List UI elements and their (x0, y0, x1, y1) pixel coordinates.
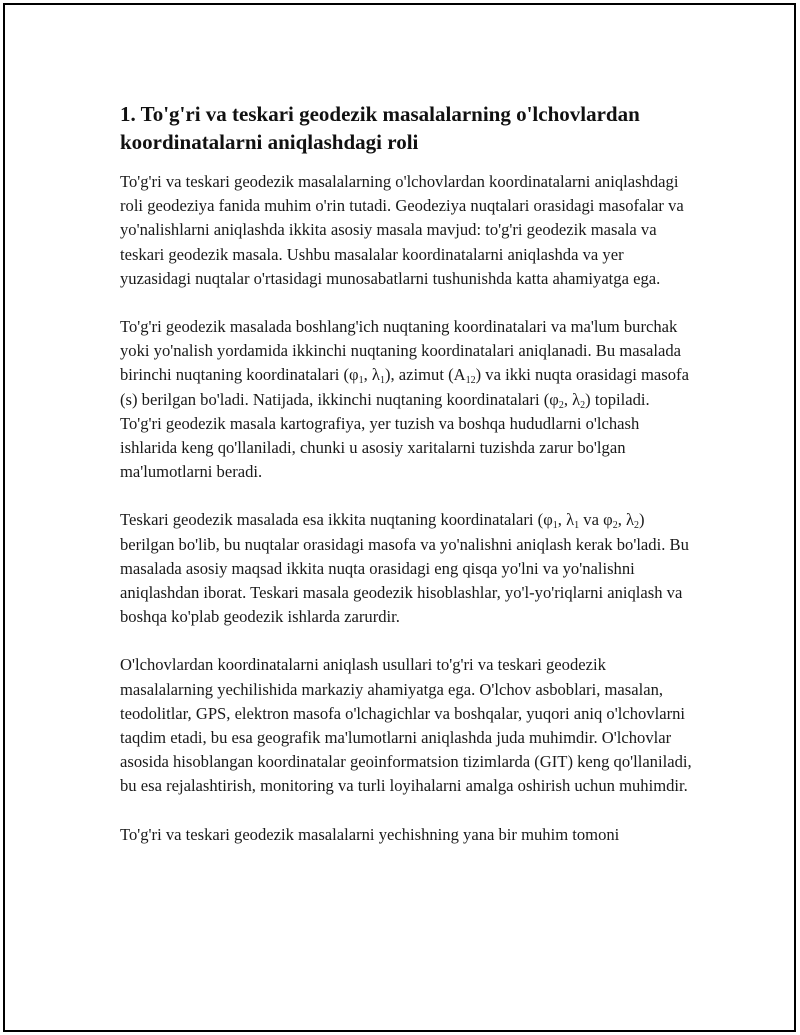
separator: , (563, 389, 573, 409)
paragraph-2-text-d: ) topiladi. To'g'ri geodezik masala kartografiya, yer tuzish va boshqa hududlarni o'lchash ishlarida keng qo'llaniladi, chunki u asosiy xaritalarni tuzishda zarur bo'lgan ma'lumotlarni beradi. (120, 389, 650, 482)
paragraph-3 (120, 508, 695, 629)
phi-symbol: φ (603, 510, 613, 530)
subscript-1: 1 (574, 520, 580, 532)
lambda-symbol: λ (371, 365, 380, 385)
paragraph-1: To'g'ri va teskari geodezik masalalarning o'lchovlardan koordinatalarni aniqlashdagi roli geodeziya fanida muhim o'rin tutadi. Geodeziya nuqtalari orasidagi masofalar va yo'nalishlarni aniqlashda ikkita asosiy masala mavjud: to'g'ri geodezik masala va teskari geodezik masala. Ushbu masalalar koordinatalarni aniqlashda va yer yuzasidagi nuqtalar o'rtasidagi munosabatlarni tushunishda katta ahamiyatga ega. (120, 172, 684, 288)
paragraph-2-text-c: ) va ikki nuqta orasidagi masofa (s) berilgan bo'ladi. Natijada, ikkinchi nuqtaning koordinatalari ( (120, 365, 689, 409)
paragraph-2-text-b: ), azimut ( (384, 365, 454, 385)
phi-symbol: φ (549, 389, 559, 409)
phi-symbol: φ (543, 510, 553, 530)
separator: , (617, 510, 626, 530)
paragraph-5: To'g'ri va teskari geodezik masalalarni yechishning yana bir muhim tomoni (120, 824, 620, 844)
paragraph-2 (120, 315, 695, 484)
subscript-2: 2 (612, 520, 618, 532)
section-heading: 1. To'g'ri va teskari geodezik masalalarning o'lchovlardan koordinatalarni aniqlashdagi roli (120, 102, 640, 154)
separator: , (363, 365, 372, 385)
paragraph-4: O'lchovlardan koordinatalarni aniqlash usullari to'g'ri va teskari geodezik masalalarning yechilishida markaziy ahamiyatga ega. O'lchov asboblari, masalan, teodolitlar, GPS, elektron masofa o'lchagichlar va boshqalar, yuqori aniq o'lchovlarni taqdim etadi, bu esa geografik ma'lumotlarni aniqlashda juda muhimdir. O'lchovlar asosida hisoblangan koordinatalar geoinformatsion tizimlarda (GIT) keng qo'llaniladi, bu esa rejalashtirish, monitoring va turli loyihalarni amalga oshirish uchun muhimdir. (120, 655, 692, 796)
subscript-1: 1 (379, 375, 385, 387)
subscript-1: 1 (552, 520, 558, 532)
subscript-12: 12 (465, 375, 476, 387)
conjunction: va (579, 510, 604, 530)
phi-symbol: φ (349, 365, 359, 385)
subscript-2: 2 (558, 399, 564, 411)
paragraph-2-text-a: To'g'ri geodezik masalada boshlang'ich nuqtaning koordinatalari va ma'lum burchak yoki yo'nalish yordamida ikkinchi nuqtaning koordinatalari aniqlanadi. Bu masalada birinchi nuqtaning koordinatalari ( (120, 317, 682, 385)
lambda-symbol: λ (625, 510, 635, 530)
lambda-symbol: λ (566, 510, 575, 530)
paragraph-3-text-b: ) berilgan bo'lib, bu nuqtalar orasidagi masofa va yo'nalishni aniqlash kerak bo'ladi. Bu masalada asosiy maqsad ikkita nuqta orasidagi eng qisqa yo'lni va yo'nalishni aniqlashdan iborat. Teskari masala geodezik hisoblashlar, yo'l-yo'riqlarni aniqlash va boshqa ko'plab geodezik ishlarda zarurdir. (120, 510, 689, 627)
azimuth-symbol: A (453, 365, 466, 385)
document-content (120, 100, 695, 871)
document-page (3, 3, 796, 1032)
subscript-2: 2 (634, 520, 640, 532)
subscript-1: 1 (358, 375, 364, 387)
lambda-symbol: λ (572, 389, 581, 409)
subscript-2: 2 (580, 399, 586, 411)
paragraph-3-text-a: Teskari geodezik masalada esa ikkita nuqtaning koordinatalari ( (120, 510, 544, 530)
separator: , (557, 510, 567, 530)
